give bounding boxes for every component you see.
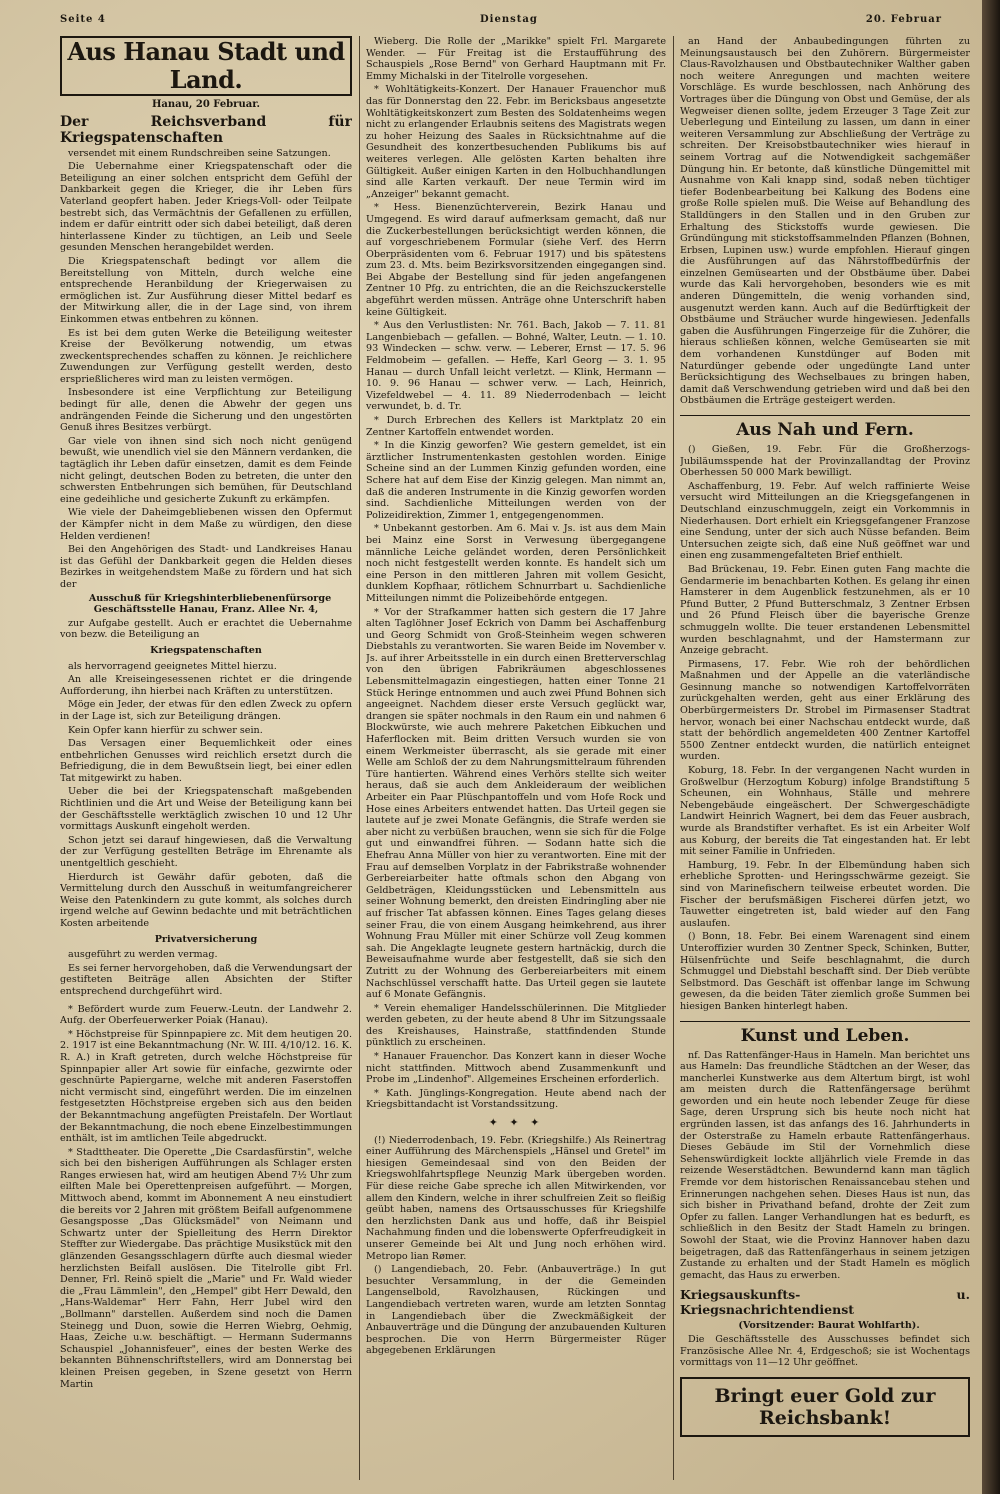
news-item: * Verein ehemaliger Handelsschülerinnen. Die Mitglieder werden gebeten, zu der heute abend 8 Uhr im Sitzungssaale des Kreishauses, Hainstraße, stattfindenden Stunde pünktlich zu erscheinen.	[366, 1002, 666, 1049]
section-masthead: Aus Hanau Stadt und Land.	[60, 36, 352, 96]
news-item: Wieberg. Die Rolle der „Marikke" spielt Frl. Margarete Wender. — Für Freitag ist die Erstaufführung des Schauspiels „Rose Bernd" von Gerhard Hauptmann mit Fr. Emmy Michalski in der Titelrolle vorgesehen.	[366, 36, 666, 82]
paragraph: zur Aufgabe gestellt. Auch er erachtet die Uebernahme von bezw. die Beteiligung an	[60, 617, 352, 641]
column-3	[680, 36, 970, 1480]
paragraph: Das Versagen einer Bequemlichkeit oder eines entbehrlichen Genusses wird reichlich ersetzt durch die Befriedigung, die in dem Bewußtsein liegt, bei einer edlen Tat mitgewirkt zu haben.	[60, 738, 352, 784]
news-item: () Gießen, 19. Febr. Für die Großherzogs-Jubiläumsspende hat der Provinzallandtag der Provinz Oberhessen 50 000 Mark bewilligt.	[680, 444, 970, 479]
section-heading: Kunst und Leben.	[680, 1021, 970, 1046]
paragraph: Hierdurch ist Gewähr dafür geboten, daß die Vermittelung durch den Ausschuß in weitumfangreicherer Weise den Patenkindern zu gute kommt, als solches durch irgend welche auf Gewinn bedachte und mit beträchtlichen Kosten arbeitende	[60, 871, 352, 929]
news-item: * Höchstpreise für Spinnpapiere zc. Mit dem heutigen 20. 2. 1917 ist eine Bekanntmachung (Nr. W. III. 4/10/12. 16. K. R. A.) in Kraft getreten, durch welche Höchstpreise für Spinnpapier aller Art sowie für einfache, gezwirnte oder geschnürte Papiergarne, welche mit anderen Faserstoffen nicht vermischt sind, eingeführt werden. Die im einzelnen festgesetzten Höchstpreise ergeben sich aus den beiden der Bekanntmachung angefügten Preistafeln. Der Wortlaut der Bekanntmachung, die noch ebene Einzelbestimmungen enthält, ist im amtlichen Teile abgedruckt.	[60, 1028, 352, 1145]
column-rule-1	[359, 36, 360, 1480]
paragraph: als hervorragend geeignetes Mittel hierzu.	[68, 660, 277, 672]
news-item: * Durch Erbrechen des Kellers ist Marktplatz 20 ein Zentner Kartoffeln entwendet worden.	[366, 415, 666, 438]
advertisement: Bringt euer Gold zur Reichsbank!	[680, 1377, 970, 1437]
news-item: () Bonn, 18. Febr. Bei einem Warenagent sind einem Unteroffizier wurden 30 Zentner Speck, Schinken, Butter, Hülsenfrüchte und Seife beschlagnahmt, die durch Schmuggel und Diebstahl beschafft sind. Der Dieb verübte Selbstmord. Das Geschäft ist offenbar lange im Schwung gewesen, da die beiden Täter ziemlich große Summen bei hiesigen Banken hinterlegt haben.	[680, 931, 970, 1012]
paragraph: An alle Kreiseingesessenen richtet er die dringende Aufforderung, ihn hierbei nach Kräften zu unterstützen.	[60, 674, 352, 697]
news-item: * Unbekannt gestorben. Am 6. Mai v. Js. ist aus dem Main bei Mainz eine Sorst in Verwesung übergegangene männliche Leiche geländet worden, deren Persönlichkeit noch nicht festgestellt werden konnte. Es handelt sich um eine Person in den mittleren Jahren mit vollem Gesicht, dunklem Kopfhaar, rötlichem Schnurrbart u. Sachdienliche Mitteilungen nimmt die Polizeibehörde entgegen.	[366, 523, 666, 604]
news-item: * Wohltätigkeits-Konzert. Der Hanauer Frauenchor muß das für Donnerstag den 22. Febr. im Bericksbaus angesetzte Wohltätigkeitskonzert zum Besten des Soldatenheims wegen nicht zu erlangender Erlaubnis seitens des Magistrats wegen zu hoher Heizung des Saales in Rücksichtnahme auf die Gesundheit des konzertbesuchenden Publikums bis auf weiteres verlegen. Alle gelösten Karten behalten ihre Gültigkeit. Außer einigen Karten in den Holbuchhandlungen sind alle Karten verkauft. Der neue Termin wird im „Anzeiger" bekannt gemacht.	[366, 84, 666, 200]
paragraph: Gar viele von ihnen sind sich noch nicht genügend bewußt, wie unendlich viel sie den Männern verdanken, die tagtäglich ihr Leben dafür einsetzen, damit es dem Feinde nicht gelingt, deutschen Boden zu betreten, die unter den schwersten Entbehrungen sich bemühen, für Deutschland eine gedeihliche und gesicherte Zukunft zu erkämpfen.	[60, 435, 352, 505]
paragraph: Möge ein Jeder, der etwas für den edlen Zweck zu opfern in der Lage ist, sich zur Beteiligung drängen.	[60, 699, 352, 722]
chair-line: (Vorsitzender: Baurat Wohlfarth).	[738, 1320, 920, 1332]
paragraph: Bei den Angehörigen des Stadt- und Landkreises Hanau ist das Gefühl der Dankbarkeit gegen die Helden dieses Bezirkes in weitgehendstem Maße zu fördern und hat sich der	[60, 544, 352, 590]
paragraph: ausgeführt zu werden vermag.	[68, 949, 218, 961]
paragraph: Kein Opfer kann hierfür zu schwer sein.	[68, 724, 263, 736]
news-item: Koburg, 18. Febr. In der vergangenen Nacht wurden in Großwelbur (Herzogtum Koburg) infolge Brandstiftung 5 Scheunen, ein Wohnhaus, Ställe und mehrere Nebengebäude eingeäschert. Der Schwergeschädigte Landwirt Heinrich Wagnert, bei dem das Feuer ausbrach, wurde als Brandstifter verhaftet. Es ist ein Arbeiter Wolf aus Koburg, der bereits die Tat eingestanden hat. Er lebt mit seiner Familie in Unfrieden.	[680, 765, 970, 858]
local-news	[60, 1004, 352, 1391]
paragraph: Es sei ferner hervorgehoben, daß die Verwendungsart der gestifteten Beiträge allen Absichten der Stifter entsprechend durchgeführt wird.	[60, 962, 352, 997]
article-body	[60, 148, 352, 998]
news-item: * Befördert wurde zum Feuerw.-Leutn. der Landwehr 2. Aufg. der Oberfeuerwerker Poiak (Hanau).	[60, 1003, 352, 1027]
column-1	[60, 36, 352, 1480]
news-item: * Kath. Jünglings-Kongregation. Heute abend nach der Kriegsbittandacht ist Vorstandssitzung.	[366, 1087, 666, 1111]
column-2	[366, 36, 666, 1480]
news-item: () Langendiebach, 20. Febr. (Anbauverträge.) In gut besuchter Versammlung, in der die Gemeinden Langenselbold, Ravolzhausen, Rückingen und Langendiebach vertreten waren, wurde am letzten Sonntag in Langendiebach über die Zweckmäßigkeit der Anbauverträge und die Düngung der anzubauenden Kulturen besprochen. Die von Herrn Bürgermeister Rüger abgegebenen Erklärungen	[366, 1264, 666, 1357]
issue-date: 20. Februar	[865, 14, 942, 25]
committee-name: Ausschuß für Kriegshinterbliebenenfürsorge Geschäftsstelle Hanau, Franz. Allee Nr. 4,	[88, 592, 332, 616]
article-title: Der Reichsverband für Kriegspatenschaften	[60, 113, 352, 146]
news-item: * Aus den Verlustlisten: Nr. 761. Bach, Jakob — 7. 11. 81 Langenbiebach — gefallen. — Bohné, Walter, Leutn. — 1. 10. 93 Windecken — schw. verw. — Leberer, Ernst — 17. 5. 96 Feldmobeim — gefallen. — Heffe, Karl Georg — 3. 1. 95 Hanau — durch Unfall leicht verletzt. — Klink, Hermann — 10. 9. 96 Hanau — schwer verw. — Lach, Heinrich, Vizefeldwebel — 4. 11. 89 Niederrodenbach — leicht verwundet, b. d. Tr.	[366, 320, 666, 413]
page-edge	[982, 0, 1000, 1494]
news-item: Pirmasens, 17. Febr. Wie roh der behördlichen Maßnahmen und der Appelle an die vaterländische Gesinnung manche so notwendigen Kartoffelvorräten zurückgehalten werden, geht aus einer Erklärung des Oberbürgermeisters Dr. Strobel im Pirmasenser Stadtrat hervor, wonach bei einer Nachschau entdeckt wurde, daß statt der behördlich angemeldeten 400 Zentner Kartoffel 5500 Zentner entdeckt wurden, die natürlich enteignet wurden.	[680, 658, 970, 763]
news-item: * In die Kinzig geworfen? Wie gestern gemeldet, ist ein ärztlicher Instrumentenkasten gestohlen worden. Einige Scheine sind an der Lummen Kinzig gefunden worden, eine Schere hat auf dem Eise der Kinzig gelegen. Man nimmt an, daß die anderen Instrumente in die Kinzig geworfen worden sind. Sachdienliche Mitteilungen werden von der Polizeidirektion, Zimmer 1, entgegengenommen.	[366, 440, 666, 521]
paragraph: Schon jetzt sei darauf hingewiesen, daß die Verwaltung der zur Verfügung gestellten Beträge im Ehrenamte als unentgeltlich geschieht.	[60, 834, 352, 870]
news-item: * Vor der Strafkammer hatten sich gestern die 17 Jahre alten Taglöhner Josef Eckrich von Damm bei Aschaffenburg und Georg Schmidt von Groß-Steinheim wegen schweren Diebstahls zu verantworten. Sie waren Beide im November v. Js. auf ihrer Arbeitsstelle in ein durch einen Bretterverschlag von den übrigen Fabrikräumen abgeschlossenes Lebensmittelmagazin eingestiegen, hatten einer Tonne 21 Stück Heringe entnommen und auch zwei Pfund Bohnen sich angeeignet. Nachdem dieser erste Versuch geglückt war, drangen sie später nochmals in den Raum ein und nahmen 6 Blockwürste, wie auch mehrere Paketchen Eibkuchen und Haferflocken mit. Beim dritten Versuch wurden sie von einem Werkmeister überrascht, als sie gerade mit einer Welle am Schloß der zu dem Nahrungsmittelraum führenden Türe hantierten. Während eines Verhörs stellte sich weiter heraus, daß sie auch dem Ankleideraum der weiblichen Arbeiter ein Paar Plüschpantoffeln und vom Hofe Rock und Hose eines Arbeiters entwendet hatten. Das Urteil gegen sie lautete auf je zwei Monate Gefängnis, die Strafe werden sie aber nicht zu verbüßen brauchen, wenn sie sich für die Folge gut und einwandfrei führen. — Sodann hatte sich die Ehefrau Anna Müller von hier zu verantworten. Eine mit der Frau auf demselben Vorplatz in der Fabrikstraße wohnender Gerbereiarbeiter hatte oftmals schon den Abgang von Geldbeträgen, Kleidungsstücken und Lebensmitteln aus seiner Wohnung bemerkt, den dreisten Eindringling aber nie auf frischer Tat abfassen können. Eines Tages gelang dieses seiner Frau, die von einem Ausgang heimkehrend, aus ihrer Wohnung Frau Müller mit einer Schürze voll Zeug kommen sah. Die Angeklagte leugnete gestern hartnäckig, durch die Beweisaufnahme wurde aber festgestellt, daß sie sich den Zutritt zu der Wohnung des Gerbereiarbeiters mit einem Nachschlüssel verschafft hatte. Das Urteil gegen sie lautete auf 6 Monate Gefängnis.	[366, 606, 666, 1001]
paragraph: Die Geschäftsstelle des Ausschusses befindet sich Französische Allee Nr. 4, Erdgeschoß; sie ist Wochentags vormittags von 11—12 Uhr geöffnet.	[680, 1333, 970, 1369]
centered-label: Kriegspatenschaften	[150, 644, 262, 656]
paragraph: Die Kriegspatenschaft bedingt vor allem die Bereitstellung von Mitteln, durch welche eine entsprechende Heranbildung der Kriegerwaisen zu ermöglichen ist. Zur Ausführung dieser Mittel bedarf es der Mitwirkung aller, die in der Lage sind, von ihrem Einkommen etwas entbehren zu können.	[60, 255, 352, 325]
paragraph: Insbesondere ist eine Verpflichtung zur Beteiligung bedingt für alle, denen die Abwehr der gegen uns andrängenden Feinde die Sicherung und den ungestörten Genuß ihres Besitzes verbürgt.	[60, 387, 352, 434]
dateline: Hanau, 20 Februar.	[151, 99, 261, 110]
news-item: * Hess. Bienenzüchterverein, Bezirk Hanau und Umgegend. Es wird darauf aufmerksam gemacht, daß nur die Zuckerbestellungen berücksichtigt werden können, die auf vorgeschriebenem Formular (siehe Verf. des Herrn Oberpräsidenten vom 6. Februar 1917) und bis spätestens zum 23. d. Mts. beim Bezirksvorsitzenden eingegangen sind. Bei Abgabe der Bestellung sind für jeden angefangenen Zentner 10 Pfg. zu entrichten, die an die Reichszuckerstelle abgeführt werden müssen. Anträge ohne Unterschrift haben keine Gültigkeit.	[366, 202, 666, 318]
paragraph: an Hand der Anbaubedingungen führten zu Meinungsaustausch bei den Zuhörern. Bürgermeister Claus-Ravolzhausen und Obstbautechniker Walther gaben noch weitere Anregungen und machten weitere Vorschläge. Es wurde beschlossen, nach Anhörung des Vortrages über die Düngung von Obst und Gemüse, der als Wegweiser dienen sollte, jedem Erzeuger 3 Tage Zeit zur Ueberlegung und Einteilung zu lassen, um dann in einer weiteren Versammlung zur Abschließung der Verträge zu schreiten. Der Kreisobstbautechniker wies hierauf in seinem Vortrag auf die Notwendigkeit sachgemäßer Düngung hin. Er betonte, daß künstliche Düngemittel mit Ausnahme von Kali knapp sind, sodaß neben tüchtiger tiefer Bodenbearbeitung bei Kalkung des Bodens eine große Rolle spielen muß. Die Weise auf Behandlung des Stalldüngers in den Stallen und in den Gruben zur Erhaltung des Stickstoffs wurde gewiesen. Die Gründüngung mit stickstoffsammelnden Pflanzen (Bohnen, Erbsen, Lupinen usw.) wurde empfohlen. Hierauf gingen die Ausführungen auf das Nährstoffbedürfnis der einzelnen Gemüsearten und der Obstbäume über. Dabei wurde das Kali hervorgehoben, besonders wie es mit anderen Düngemitteln, die wenig vorhanden sind, ausgenutzt werden kann. Auch auf die Bedürftigkeit der Obstbäume und Sträucher wurde hingewiesen. Jedenfalls gaben die Ausführungen Fingerzeige für die Zuhörer, die hieraus schließen können, welche Gemüsearten sie mit dem vorhandenen Kunstdünger auf Boden mit Naturdünger gebende oder ungedüngte Land unter Berücksichtigung des Wechselbaues zu bringen haben, damit daß Verschwendung getrieben wird und daß bei den Obstbäumen die Erträge gesteigert werden.	[680, 36, 970, 407]
paragraph: Ueber die bei der Kriegspatenschaft maßgebenden Richtlinien und die Art und Weise der Beteiligung kann bei der Geschäftsstelle werktäglich zwischen 10 und 12 Uhr vormittags Auskunft eingeholt werden.	[60, 786, 352, 833]
news-item: Bad Brückenau, 19. Febr. Einen guten Fang machte die Gendarmerie im benachbarten Kothen. Es gelang ihr einen Hamsterer in dem Augenblick festzunehmen, als er 10 Pfund Butter, 2 Pfund Butterschmalz, 3 Zentner Erbsen und 26 Pfund Fleisch über die bayerische Grenze schmuggeln wollte. Die teuer erstandenen Lebensmittel wurden beschlagnahmt, und der Hamstermann zur Anzeige gebracht.	[680, 563, 970, 657]
paragraph: Die Uebernahme einer Kriegspatenschaft oder die Beteiligung an einer solchen entspricht dem Gefühl der Dankbarkeit gegen die Krieger, die ihr Leben fürs Vaterland geopfert haben. Jeder Kriegs-Voll- oder Teilpate bestrebt sich, das Vermächtnis der Gefallenen zu erfüllen, indem er dafür eintritt oder sich dabei beteiligt, daß deren hinterlassene Kinder zu tüchtigen, an Leib und Seele gesunden Menschen herangebildet werden.	[60, 161, 352, 254]
paragraph: versendet mit einem Rundschreiben seine Satzungen.	[68, 147, 331, 159]
news-item: nf. Das Rattenfänger-Haus in Hameln. Man berichtet uns aus Hameln: Das freundliche Städtchen an der Weser, das mancherlei Kunstwerke aus dem Altertum birgt, ist wohl am meisten durch die Rattenfängersage berühmt geworden und ein heute noch lebender Zeuge für diese Sage, deren Ursprung sich bis heute noch nicht hat ergründen lassen, ist das anfangs des 16. Jahrhunderts in der Osterstraße zu Hameln erbaute Rattenfängerhaus. Dieses Gebäude im Stil der Vornehmlich diese Sehenswürdigkeit lockte alljährlich viele Fremde in das reizende Weserstädtchen. Bewundernd kann man täglich Fremde vor dem historischen Renaissancebau stehen und Erinnerungen nachgehen sehen. Dieses Haus ist nun, das sich bisher in Privathand befand, drohte der Zeit zum Opfer zu fallen. Langer Verhandlungen hat es bedurft, es schließlich in den Besitz der Stadt Hameln zu bringen. Sowohl der Staat, wie die Provinz Hannover haben dazu beigetragen, daß das Rattenfängerhaus in seinem jetzigen Zustande zu erhalten und der Stadt Hameln es möglich gemacht, das Haus zu erwerben.	[680, 1049, 970, 1281]
weekday: Dienstag	[480, 14, 538, 25]
news-item: (!) Niederrodenbach, 19. Febr. (Kriegshilfe.) Als Reinertrag einer Aufführung des Märchenspiels „Hänsel und Gretel" im hiesigen Gemeindesaal sind von den Beiden der Kriegswohlfahrtspflege Neunzig Mark übergeben worden. Für diese reiche Gabe spreche ich allen Mitwirkenden, vor allem den Kindern, welche in ihrer schulfreien Zeit so fleißig geübt haben, namens des Ortsausschusses für Kriegshilfe den herzlichsten Dank aus und hoffe, daß ihr Beispiel Nachahmung finden und die lobenswerte Opferfreudigkeit in unserer Gemeinde bei Alt und Jung noch erhöhen wird. Metropo lian Rømer.	[366, 1134, 666, 1262]
news-item: * Stadttheater. Die Operette „Die Csardasfürstin", welche sich bei den bisherigen Aufführungen als Schlager ersten Ranges erwiesen hat, wird am heutigen Abend 7½ Uhr zum eilften Male bei Operettenpreisen aufgeführt. — Morgen, Mittwoch abend, kommt im Abonnement A neu einstudiert die bereits vor 2 Jahren mit größtem Beifall aufgenommene Gesangsposse „Das Glücksmädel" von Neimann und Schwartz unter der Spielleitung des Herrn Direktor Steffter zur Wiedergabe. Das prächtige Musikstück mit den glänzenden Gesangsschlagern dürfte auch diesmal wieder herzlichsten Beifall auslösen. Die Titelrolle gibt Frl. Denner, Frl. Reinö spielt die „Marie" und Fr. Wald wieder die „Frau Lämmlein", den „Hempel" gibt Herr Dewald, den „Hans-Waldemar" Herr Fahn, Herr Jubel wird den „Bollmann" darstellen. Außerdem sind noch die Damen Steinegg und Duon, sowie die Herren Wiebrg, Oehmig, Haas, Zeiche u.w. beschäftigt. — Hermann Sudermanns Schauspiel „Johannisfeuer", eines der besten Werke des bekannten Bühnenschriftstellers, wird am Donnerstag bei kleinen Preisen gegeben, in Szene gesetzt von Herrn Martin	[60, 1146, 352, 1390]
news-item: * Hanauer Frauenchor. Das Konzert kann in dieser Woche nicht stattfinden. Mittwoch abend Zusammenkunft und Probe im „Lindenhof". Allgemeines Erscheinen erforderlich.	[366, 1051, 666, 1086]
news-item: Aschaffenburg, 19. Febr. Auf welch raffinierte Weise versucht wird Mitteilungen an die Kriegsgefangenen in Deutschland einzuschmuggeln, zeigt ein Vorkommnis in Niederhausen. Dort erhielt ein Kriegsgefangener Franzose eine Sendung, unter der sich auch Nüsse befanden. Beim Untersuchen zeigte sich, daß eine Nuß geöffnet war und einen eng zusammengefalteten Brief enthielt.	[680, 480, 970, 562]
page-header	[60, 14, 942, 30]
paragraph: Es ist bei dem guten Werke die Beteiligung weitester Kreise der Bevölkerung notwendig, um etwas zweckentsprechendes schaffen zu können. Je reichlichere Zuwendungen zur Verfügung gestellt werden, desto ersprießlicheres wird man zu leisten vermögen.	[60, 327, 352, 385]
page-number: Seite 4	[60, 14, 106, 25]
section-ornament: ✦ ✦ ✦	[488, 1116, 544, 1130]
subsection-heading: Kriegsauskunfts- u. Kriegsnachrichtendienst	[680, 1287, 970, 1318]
section-heading: Aus Nah und Fern.	[680, 415, 970, 440]
column-rule-2	[673, 36, 674, 1480]
centered-label: Privatversicherung	[154, 933, 258, 945]
news-item: Hamburg, 19. Febr. In der Elbemündung haben sich erhebliche Sprotten- und Heringsschwärme gezeigt. Sie sind von Marinefischern teilweise erbeutet worden. Die Fischer der berufsmäßigen Fischerei dürfen jetzt, wo Tauwetter eingetreten ist, bald wieder auf den Fang auslaufen.	[680, 859, 970, 929]
paragraph: Wie viele der Daheimgebliebenen wissen den Opfermut der Kämpfer nicht in dem Maße zu würdigen, den diese Helden verdienen!	[60, 507, 352, 542]
